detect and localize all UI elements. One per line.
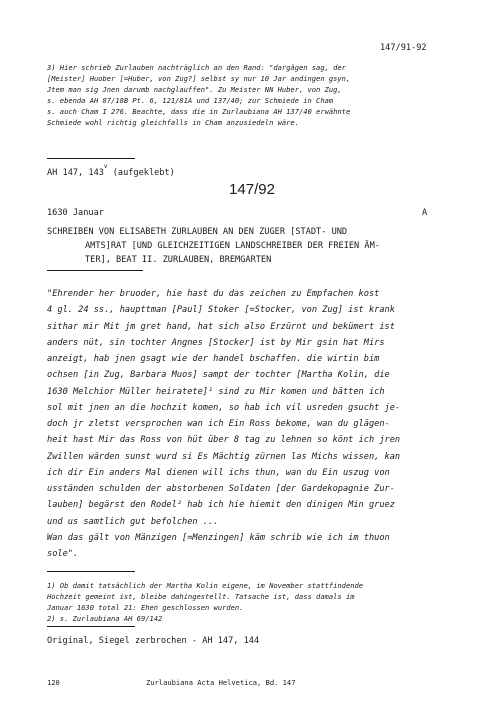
page-number: 120 [47,678,60,687]
source-prev: AH 147, 143$^v$ (aufgeklebt) [47,163,175,178]
letter-line: lauben] begärst den Rodel² hab ich hie hiemit den dinigen Min gruez [47,500,395,511]
top-note-line: s. auch Cham I 276. Beachte, dass die in Zurlaubiana AH 137/40 erwähnte [47,107,351,116]
top-note-line: s. ebenda AH 87/18B Pt. 6, 121/81A und 137/40; zur Schmiede in Cham [47,96,334,105]
footnote-line: Hochzeit gemeint ist, bleibe dahingestellt. Tatsache ist, dass damals im [47,592,355,601]
letter-text [47,286,467,562]
letter-line: Wan das gält von Mänzigen [=Menzingen] käm schrib wie ich im thuon [47,532,390,543]
letter-line: 4 gl. 24 ss., haupttman [Paul] Stoker [=Stocker, von Zug] ist krank [47,305,395,316]
letter-line: und us samtlich gut befolchen ... [47,516,219,527]
letter-line: sithar mir Mit jm gret hand, hat sich also Erzürnt und bekümert ist [47,321,395,332]
heading-line: AMTS]RAT [UND GLEICHZEITIGEN LANDSCHREIBER DER FREIEN ÄM- [85,241,380,251]
top-note-line: 3) Hier schrieb Zurlauben nachträglich an den Rand: "dargägen sag, der [47,63,346,72]
letter-line: sol mit jnen an die hochzit komen, so hab ich vil usreden gsucht je- [47,402,401,413]
letter-line: 1630 Melchior Müller heiratete]¹ sind zu Mir komen und bätten ich [47,386,385,397]
divider [47,571,135,572]
footnote-line: 2) s. Zurlaubiana AH 69/142 [47,614,163,623]
footnote-line: 1) Ob damit tatsächlich der Martha Kolin eigene, im November stattfindende [47,581,364,590]
source-note: Original, Siegel zerbrochen - AH 147, 144 [47,636,260,646]
heading-line: TER], BEAT II. ZURLAUBEN, BREMGARTEN [85,255,272,265]
letter-line: ochsen [in Zug, Barbara Muos] sampt der tochter [Martha Kolin, die [47,370,390,381]
letter-line: Zwillen wärden sunst wurd si Es Mächtig zürnen las Michs wissen, kan [47,451,401,462]
letter-line: anzeigt, hab jnen gsagt wie der handel bschaffen. die wirtin bim [47,354,380,364]
letter-line: sole". [47,549,79,559]
top-note-line: Schmiede wohl richtig gleichfalls in Cham anzusiedeln wäre. [47,118,299,127]
page-ref: 147/91-92 [380,43,427,53]
document-date: 1630 Januar [47,208,104,218]
footnote-line: Januar 1630 total 21: Ehen geschlossen wurden. [47,603,244,612]
letter-line: doch jr zletst versprochen wan ich Ein Ross bekome, wan du glägen- [47,419,390,429]
letter-line: heit hast Mir das Ross von hüt über 8 tag zu lehnen so könt ich jren [47,435,401,446]
top-note-line: [Meister] Huober [=Huber, von Zug?] selbst sy nur 10 Jar andingen gsyn, [47,74,351,83]
divider [47,158,135,159]
letter-line: ich dir Ein anders Mal dienen will ichs thun, wan du Ein uszug von [47,467,390,478]
letter-line: "Ehrender her bruoder, hie hast du das zeichen zu Empfachen kost [47,289,380,299]
divider [47,626,135,627]
series-title: Zurlaubiana Acta Helvetica, Bd. 147 [146,678,296,687]
divider [47,270,143,271]
heading-line: SCHREIBEN VON ELISABETH ZURLAUBEN AN DEN ZUGER [STADT- UND [47,227,348,237]
letter-line: usständen schulden der abstorbenen Soldaten [der Gardekopagnie Zur- [47,484,395,494]
document-number: 147/92 [229,181,275,198]
letter-line: anders nüt, sin tochter Angnes [Stocker] ist by Mir gsin hat Mirs [47,337,385,348]
top-note-line: Jtem man sig Jnen darumb nachglauffen". Zu Meister NN Huber, von Zug, [47,85,342,94]
document-marker: A [422,208,428,218]
